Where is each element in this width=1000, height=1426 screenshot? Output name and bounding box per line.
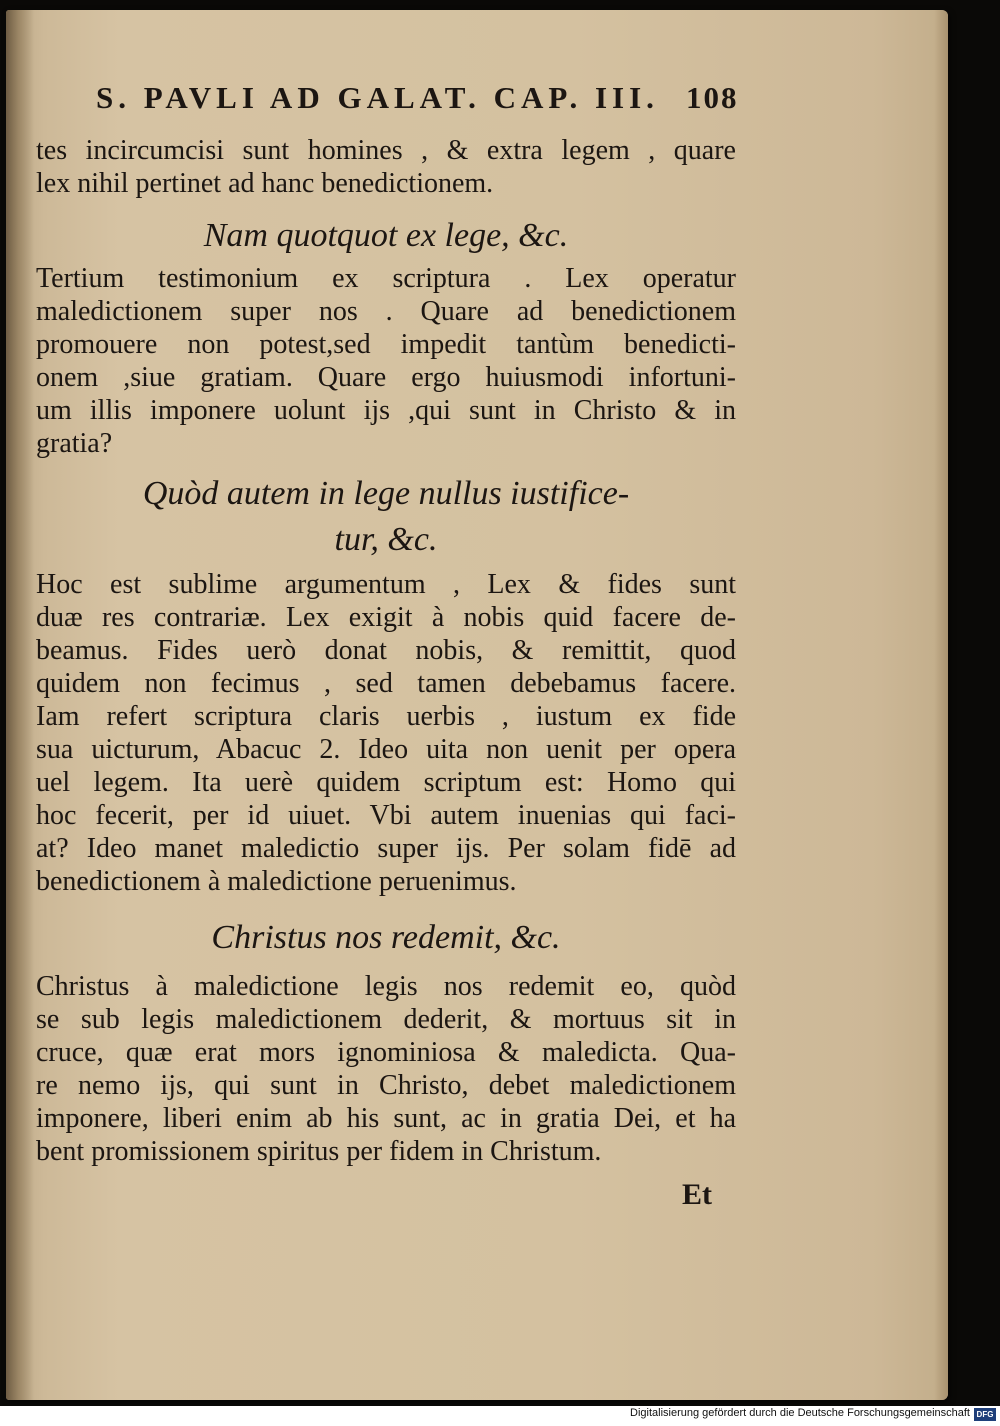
text-line: uel legem. Ita uerè quidem scriptum est: Homo qui [36, 767, 736, 798]
section-heading-christus-nos: Christus nos redemit, &c. [211, 919, 561, 956]
text-line: at? Ideo manet maledictio super ijs. Per solam fidē ad [36, 833, 736, 864]
dfg-logo-icon: DFG [974, 1408, 996, 1421]
text-line: Iam refert scriptura claris uerbis , iustum ex fide [36, 701, 736, 732]
text-line: promouere non potest,sed impedit tantùm benedicti- [36, 329, 736, 360]
catchword: Et [682, 1178, 712, 1211]
section-heading-quod-autem: Quòd autem in lege nullus iustifice- [142, 475, 630, 512]
page-gutter-shadow [6, 10, 34, 1400]
text-line: lex nihil pertinet ad hanc benedictionem. [36, 168, 494, 199]
page-edge [934, 10, 948, 1400]
text-line: beamus. Fides uerò donat nobis, & remittit, quod [36, 635, 736, 666]
section-heading-nam-quotquot: Nam quotquot ex lege, &c. [203, 217, 569, 254]
text-line: maledictionem super nos . Quare ad benedictionem [36, 296, 736, 327]
text-line: Hoc est sublime argumentum , Lex & fides sunt [36, 569, 736, 600]
funding-credit: Digitalisierung gefördert durch die Deutsche Forschungsgemeinschaft [630, 1407, 970, 1419]
paragraph-christus [36, 970, 736, 1168]
paragraph-tertium [36, 262, 736, 460]
text-line: gratia? [36, 428, 113, 459]
text-line: quidem non fecimus , sed tamen debebamus facere. [36, 668, 736, 699]
text-line: duæ res contrariæ. Lex exigit à nobis quid facere de- [36, 602, 736, 633]
paragraph-opening [36, 134, 736, 200]
paragraph-hoc-est [36, 568, 736, 898]
text-line: re nemo ijs, qui sunt in Christo, debet maledictionem [36, 1070, 736, 1101]
text-line: um illis imponere uolunt ijs ,qui sunt in Christo & in [36, 395, 736, 426]
text-line: hoc fecerit, per id uiuet. Vbi autem inuenias qui faci- [36, 800, 736, 831]
text-line: cruce, quæ erat mors ignominiosa & maledicta. Qua- [36, 1037, 736, 1068]
text-line: Christus à maledictione legis nos redemit eo, quòd [36, 971, 736, 1002]
text-line: onem ,siue gratiam. Quare ergo huiusmodi infortuni- [36, 362, 736, 393]
text-line: Tertium testimonium ex scriptura . Lex operatur [36, 263, 736, 294]
text-line: benedictionem à maledictione peruenimus. [36, 866, 517, 897]
text-line: tes incircumcisi sunt homines , & extra legem , quare [36, 135, 736, 166]
page-number: 108 [686, 80, 739, 115]
section-heading-quod-autem-continued: tur, &c. [334, 521, 438, 558]
text-line: imponere, liberi enim ab his sunt, ac in gratia Dei, et ha [36, 1103, 736, 1134]
text-line: sua uicturum, Abacuc 2. Ideo uita non uenit per opera [36, 734, 736, 765]
text-line: bent promissionem spiritus per fidem in Christum. [36, 1136, 602, 1167]
text-line: se sub legis maledictionem dederit, & mortuus sit in [36, 1004, 736, 1035]
running-head-title: S. PAVLI AD GALAT. CAP. III. [96, 80, 659, 115]
